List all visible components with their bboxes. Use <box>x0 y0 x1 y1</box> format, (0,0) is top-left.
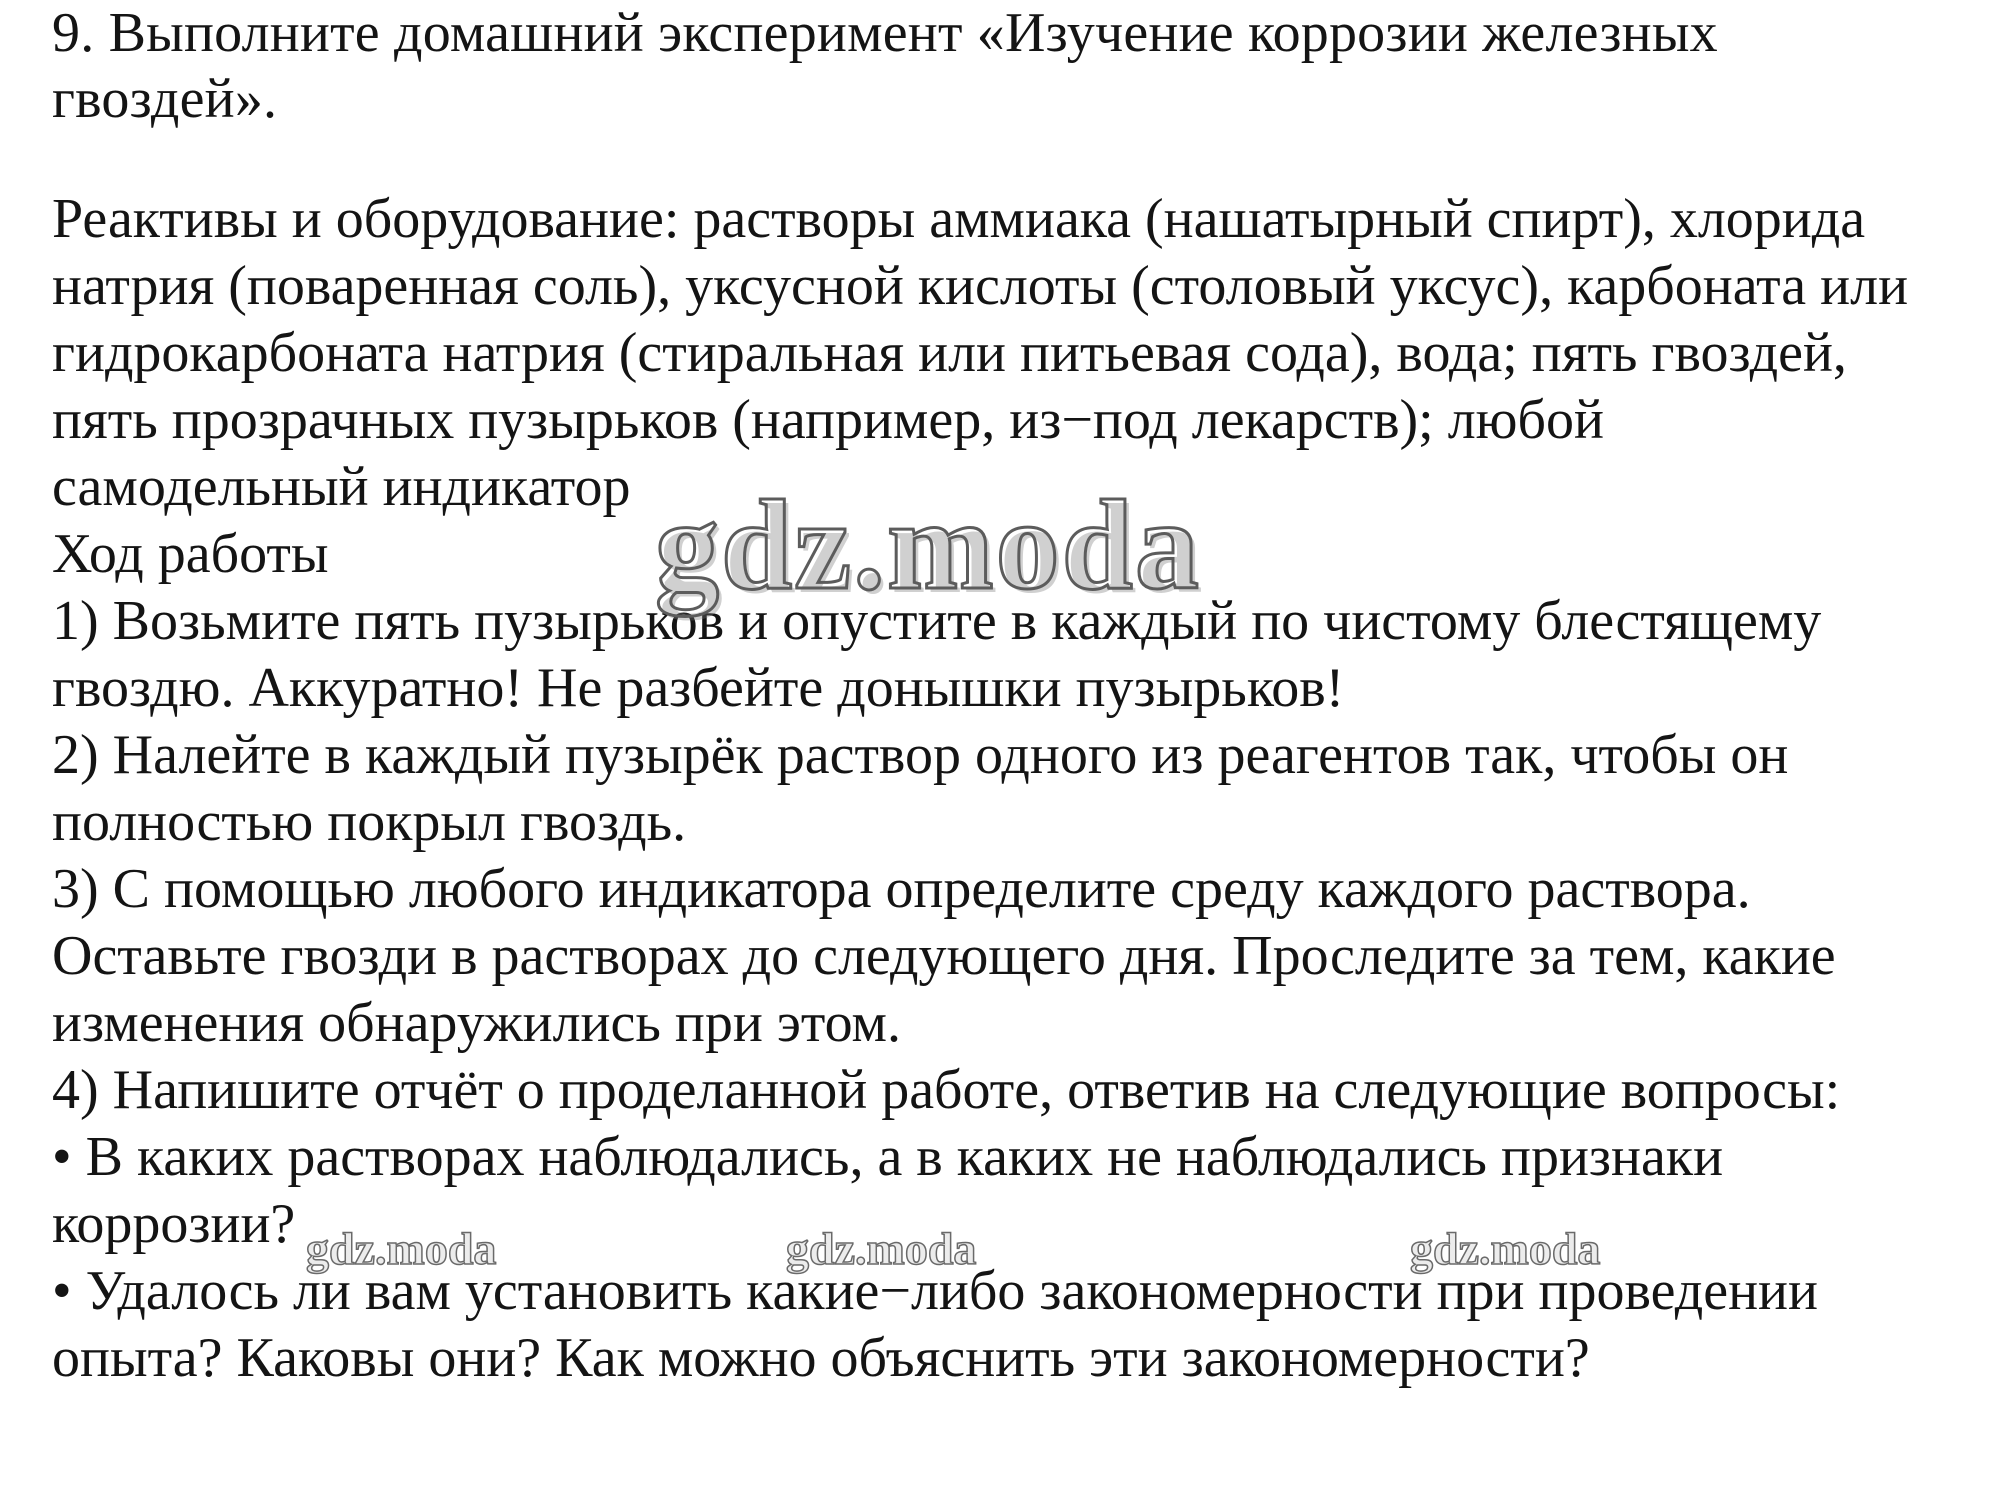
step-line: 3) С помощью любого индикатора определите среду каждого раствора. <box>52 858 1751 920</box>
watermark-small: gdz.moda <box>1410 1223 1601 1274</box>
step-line: гвоздю. Аккуратно! Не разбейте донышки пузырьков! <box>52 657 1345 719</box>
step-line: 1) Возьмите пять пузырьков и опустите в каждый по чистому блестящему <box>52 590 1822 652</box>
step-line: Оставьте гвозди в растворах до следующего дня. Проследите за тем, какие <box>52 925 1836 987</box>
text-line: Реактивы и оборудование: растворы аммиака (нашатырный спирт), хлорида <box>52 188 1866 250</box>
task-title-line-1: 9. Выполните домашний эксперимент «Изучение коррозии железных <box>52 2 1718 64</box>
text-line: самодельный индикатор <box>52 456 631 518</box>
step-line: изменения обнаружились при этом. <box>52 992 901 1054</box>
task-title-line-2: гвоздей». <box>52 68 278 130</box>
task-body <box>52 186 2002 1392</box>
step-line: полностью покрыл гвоздь. <box>52 791 687 853</box>
watermark-main: gdz.moda <box>655 474 1201 616</box>
bullet-question: коррозии? <box>52 1193 296 1255</box>
text-line: пять прозрачных пузырьков (например, из−под лекарств); любой <box>52 389 1604 451</box>
watermark-small: gdz.moda <box>786 1223 977 1274</box>
bullet-question: • В каких растворах наблюдались, а в каких не наблюдались признаки <box>52 1126 1724 1188</box>
text-line: гидрокарбоната натрия (стиральная или питьевая сода), вода; пять гвоздей, <box>52 322 1847 384</box>
step-line: 4) Напишите отчёт о проделанной работе, ответив на следующие вопросы: <box>52 1059 1841 1121</box>
bullet-question: опыта? Каковы они? Как можно объяснить эти закономерности? <box>52 1327 1590 1389</box>
watermark-small: gdz.moda <box>306 1223 497 1274</box>
document-page <box>52 0 2002 1392</box>
step-line: 2) Налейте в каждый пузырёк раствор одного из реагентов так, чтобы он <box>52 724 1789 786</box>
bullet-question: • Удалось ли вам установить какие−либо закономерности при проведении <box>52 1260 1818 1322</box>
text-line: натрия (поваренная соль), уксусной кислоты (столовый уксус), карбоната или <box>52 255 1909 317</box>
task-title <box>52 0 2002 132</box>
section-heading: Ход работы <box>52 523 329 585</box>
